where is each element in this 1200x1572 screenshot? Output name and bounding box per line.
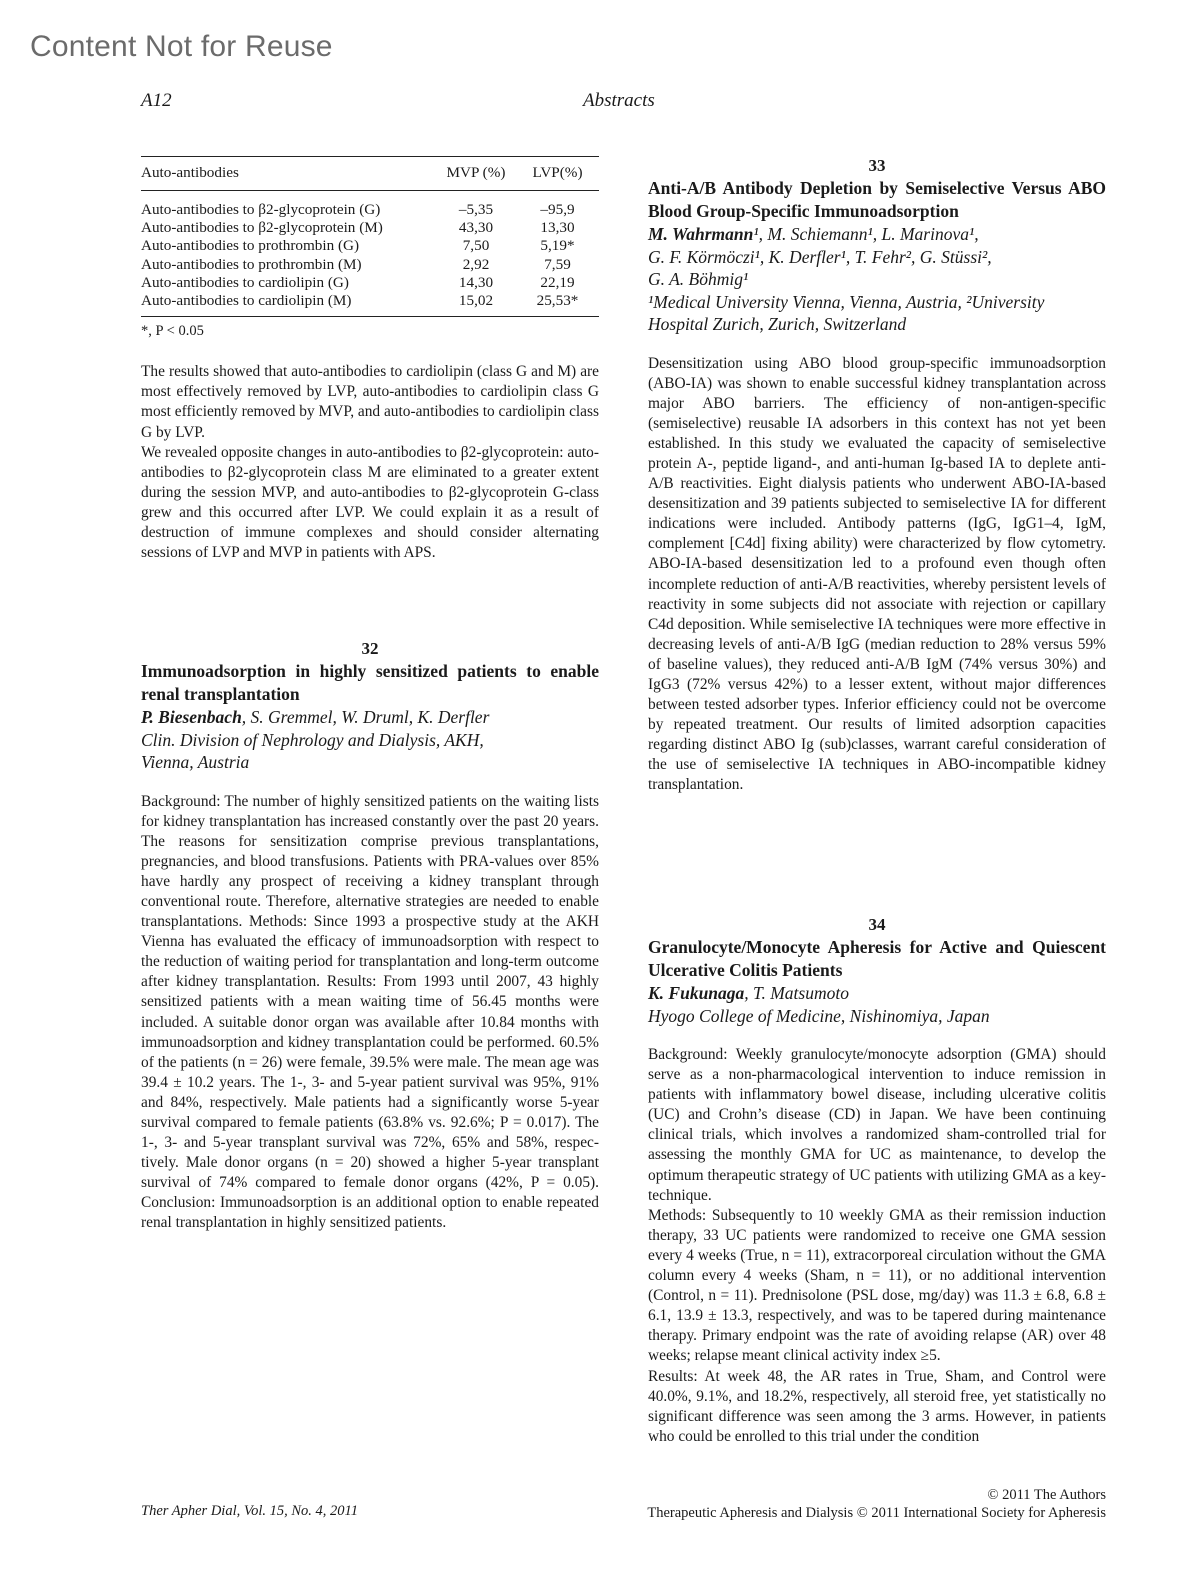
abstract-affiliation: Clin. Division of Nephrology and Dialysis, AKH, (141, 729, 484, 750)
results-text (141, 362, 599, 563)
abstract-title: Immunoadsorption in highly sensitized patients to enable renal transplantation (141, 661, 599, 704)
table-cell: Auto-antibodies to cardiolipin (G) (141, 273, 349, 291)
abstract-authors: G. F. Körmöczi¹, K. Derfler¹, T. Fehr², G. Stüssi², (648, 246, 992, 267)
table-cell: –5,35 (458, 201, 494, 218)
abstract-number: 34 (868, 915, 886, 934)
abstract-authors: G. A. Böhmig¹ (648, 269, 749, 289)
table-cell: 25,53* (516, 292, 599, 317)
abstract-authors (648, 223, 1106, 246)
section-title: Abstracts (583, 90, 655, 111)
table-cell: 43,30 (458, 219, 494, 237)
table-cell: Auto-antibodies to β2-glycoprotein (G) (141, 201, 381, 218)
auto-antibodies-table (141, 156, 599, 317)
paragraph: The results showed that auto-antibodies to cardiolipin (class G and M) are most effectively removed by LVP, auto-antibodies to cardiolipin class G most efficiently removed by MVP, and auto-antibodies to cardiolipin class G by LVP. (141, 363, 599, 441)
abstract-authors (141, 706, 599, 729)
table-footnote: *, P < 0.05 (141, 323, 204, 340)
abstract-title: Anti-A/B Antibody Depletion by Semiselective Versus ABO Blood Group-Specific Immunoadsorption (648, 178, 1106, 221)
table-header-row (141, 157, 599, 191)
table-row (141, 219, 599, 237)
table-cell: 7,59 (544, 255, 571, 273)
table-cell: 13,30 (540, 219, 575, 237)
table-row (141, 237, 599, 255)
table-row (141, 191, 599, 220)
table-cell: –95,9 (540, 201, 575, 218)
abstract-body: Desensitization using ABO blood group-specific immunoadsorption (ABO-IA) was shown to enable successful kidney transplantation across major ABO barriers. The efficiency of non-antigen-specific (semiselective) reusable IA adsorbers in this context has not yet been established. In this study we evaluated the capacity of semiselective protein A-, peptide ligand-, and anti-human Ig-based IA to deplete anti-A/B reactivities. Eight dialysis patients who underwent ABO-IA-based desensitization and 39 patients subjected to semiselective IA for different indications were included. Antibody patterns (IgG, IgG1–4, IgM, complement [C4d] fixing ability) were characterized by flow cytometry. ABO-IA-based desensitization led to a profound even though often incomplete reduction of anti-A/B reactivities, whereby persistent levels of reactivity in some subjects did not associate with rejection or capillary C4d deposition. While semiselective IA techniques were more effective in decreasing levels of anti-A/B IgG (median reduction to 28% versus 59% of baseline values), they reduced anti-A/B IgM (74% versus 30%) and IgG3 (72% versus 42%) to a lesser extent, without major differences between tested adsorber types. Inferior efficiency could not be overcome by repeated treatment. Our results of limited adsorption capacities regarding distinct ABO Ig (sub)classes, warrant careful consideration of the use of semiselective IA techniques in ABO-incompatible kidney transplantation. (648, 354, 1106, 794)
table-row (141, 256, 599, 274)
running-header (141, 90, 1106, 120)
abstract-affiliation: ¹Medical University Vienna, Vienna, Austria, ²University (648, 291, 1045, 312)
abstract-32 (141, 638, 599, 1234)
co-authors: ¹, M. Schiemann¹, L. Marinova¹, (753, 224, 979, 244)
copyright-line: © 2011 The Authors (987, 1487, 1106, 1503)
table-cell: 2,92 (462, 255, 490, 273)
paragraph: We revealed opposite changes in auto-antibodies to β2-glycoprotein: auto-antibodies to β2-glycoprotein class M are eliminated to a greater extent during the session MVP, and auto-antibodies to β2-glycoprotein G-class grew and this occurred after LVP. We could explain it as a result of destruction of immune complexes and should consider alternating sessions of LVP and MVP in patients with APS. (141, 443, 599, 562)
co-authors: , S. Gremmel, W. Druml, K. Derfler (241, 707, 490, 727)
abstract-affiliation: Hospital Zurich, Zurich, Switzerland (648, 314, 907, 334)
copyright-notice (647, 1486, 1106, 1522)
paragraph: Results: At week 48, the AR rates in True, Sham, and Control were 40.0%, 9.1%, and 18.2%, respectively, all steroid free, yet statistically no significant difference was seen among the 3 arms. However, in patients who could be enrolled to this trial under the condition (648, 1367, 1106, 1445)
co-authors: , T. Matsumoto (744, 983, 849, 1003)
paragraph: Methods: Subsequently to 10 weekly GMA as their remission induction therapy, 33 UC patients were randomized to receive one GMA session every 4 weeks (True, n = 11), extracorporeal circulation without the GMA column every 4 weeks (Sham, n = 11), or no additional intervention (Control, n = 11). Prednisolone (PSL dose, mg/day) was 11.3 ± 6.8, 6.8 ± 6.1, 13.9 ± 13.3, respectively, and was to be tapered during maintenance therapy. Primary endpoint was the rate of avoiding relapse (AR) over 48 weeks; relapse meant clinical activity index ≥5. (648, 1206, 1106, 1365)
table-cell: Auto-antibodies to prothrombin (M) (141, 255, 362, 273)
table-header-cell: LVP(%) (516, 157, 599, 191)
paragraph: Background: Weekly granulocyte/monocyte adsorption (GMA) should serve as a non-pharmacological intervention to induce remission in patients with inflammatory bowel disease, including ulcerative colitis (UC) and Crohn’s disease (CD) in Japan. We have been continuing clinical trials, which involves a randomized sham-controlled trial for assessing the monthly GMA for UC as maintenance, to develop the optimum therapeutic strategy of UC patients with utilizing GMA as a key-technique. (648, 1046, 1106, 1204)
copyright-line: Therapeutic Apheresis and Dialysis © 2011 International Society for Apheresis (647, 1505, 1106, 1521)
table-header-cell: Auto-antibodies (141, 157, 436, 191)
table-row (141, 274, 599, 292)
abstract-affiliation: Vienna, Austria (141, 752, 250, 772)
page-number: A12 (141, 90, 172, 111)
abstract-body: Background: The number of highly sensitized patients on the waiting lists for kidney transplantation has increased constantly over the past 20 years. The reasons for sensitization comprise previous transplantations, pregnancies, and blood transfusions. Patients with PRA-values over 85% have hardly any prospect of receiving a kidney transplant through conventional route. Therefore, alternative strategies are needed to enable transplantations. Methods: Since 1993 a prospective study at the AKH Vienna has evaluated the efficacy of immunoadsorption with respect to the reduction of waiting period for transplantation and long-term outcome after kidney transplantation. Results: From 1993 until 2007, 43 highly sensitized patients with a mean waiting time of 56.45 months were included. A suitable donor organ was available after 10.84 months with immunoadsorption and kidney transplantation could be performed. 60.5% of the patients (n = 26) were female, 39.5% were male. The mean age was 39.4 ± 10.2 years. The 1-, 3- and 5-year patient survival was 95%, 91% and 84%, respectively. Male patients had a significantly worse 5-year survival compared to female patients (63.8% vs. 92.6%; P = 0.017). The 1-, 3- and 5-year transplant survival was 72%, 65% and 58%, respectively. Male donor organs (n = 20) showed a higher 5-year transplant survival of 74% compared to female donor organs (42%, P = 0.05). Conclusion: Immunoadsorption is an additional option to enable repeated renal transplantation in highly sensitized patients. (141, 792, 599, 1232)
table-row (141, 292, 599, 317)
lead-author: P. Biesenbach (141, 707, 242, 727)
journal-citation: Ther Apher Dial, Vol. 15, No. 4, 2011 (141, 1503, 358, 1519)
table-cell: 7,50 (462, 237, 490, 255)
lead-author: K. Fukunaga (648, 983, 745, 1003)
left-column (141, 152, 599, 563)
watermark: Content Not for Reuse (30, 30, 333, 63)
table-cell: Auto-antibodies to cardiolipin (M) (141, 292, 436, 317)
abstract-34 (648, 914, 1106, 1447)
table-cell: Auto-antibodies to β2-glycoprotein (M) (141, 219, 383, 237)
abstract-33 (648, 155, 1106, 796)
table-cell: 15,02 (436, 292, 516, 317)
abstract-title: Granulocyte/Monocyte Apheresis for Active and Quiescent Ulcerative Colitis Patients (648, 937, 1106, 980)
table-cell: 22,19 (540, 273, 575, 291)
lead-author: M. Wahrmann (648, 224, 754, 244)
table-cell: Auto-antibodies to prothrombin (G) (141, 237, 360, 255)
abstract-authors (648, 982, 1106, 1005)
abstract-affiliation: Hyogo College of Medicine, Nishinomiya, Japan (648, 1005, 990, 1026)
abstract-number: 32 (361, 639, 379, 658)
abstract-number: 33 (868, 156, 886, 175)
abstract-body (648, 1045, 1106, 1447)
table-cell: 14,30 (458, 273, 494, 291)
table-header-cell: MVP (%) (436, 157, 516, 191)
table-cell: 5,19* (540, 237, 575, 255)
